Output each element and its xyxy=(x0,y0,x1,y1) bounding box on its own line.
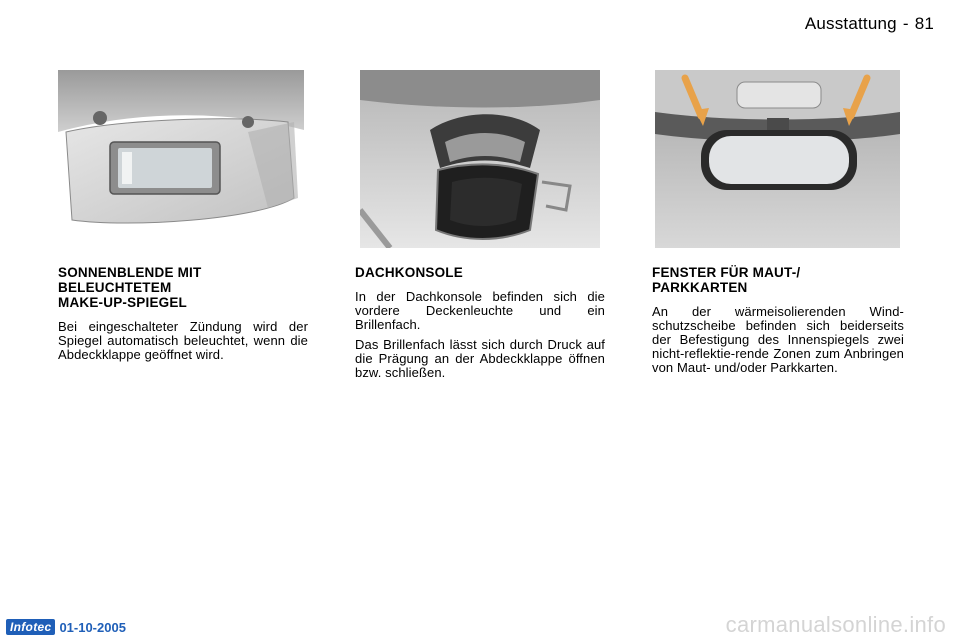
header-separator: - xyxy=(902,14,909,33)
page-header xyxy=(805,14,934,34)
section-paragraph: An der wärmeisolierenden Wind-schutzscheibe befinden sich beiderseits der Befestigung des Innenspiegels zwei nicht-reflektie-rende Zonen zum Anbringen von Maut- und/oder Parkkarten. xyxy=(652,304,904,375)
section-heading: FENSTER FÜR MAUT-/ PARKKARTEN xyxy=(652,265,801,295)
section-paragraph: In der Dachkonsole befinden sich die vordere Deckenleuchte und ein Brillenfach. xyxy=(355,289,605,332)
section-title: Ausstattung xyxy=(804,14,897,33)
section-ticket-window xyxy=(652,265,904,381)
page-footer xyxy=(6,619,126,635)
roof-console-illustration xyxy=(360,70,600,248)
watermark: carmanualsonline.info xyxy=(725,612,946,637)
page-number: 81 xyxy=(914,14,934,33)
rearview-mirror-illustration xyxy=(655,70,900,248)
print-date: 01-10-2005 xyxy=(59,619,126,635)
section-heading: DACHKONSOLE xyxy=(355,265,463,280)
section-paragraph: Das Brillenfach lässt sich durch Druck auf die Prägung an der Abdeckklappe öffnen bzw. schließen. xyxy=(355,337,605,380)
section-sun-visor xyxy=(58,265,308,368)
infotec-logo: Infotec xyxy=(6,619,55,635)
section-paragraph: Bei eingeschalteter Zündung wird der Spiegel automatisch beleuchtet, wenn die Abdeckklappe geöffnet wird. xyxy=(58,319,308,362)
sun-visor-mirror-illustration xyxy=(58,70,304,248)
section-heading: SONNENBLENDE MIT BELEUCHTETEM MAKE-UP-SPIEGEL xyxy=(58,265,202,310)
section-roof-console xyxy=(355,265,605,386)
